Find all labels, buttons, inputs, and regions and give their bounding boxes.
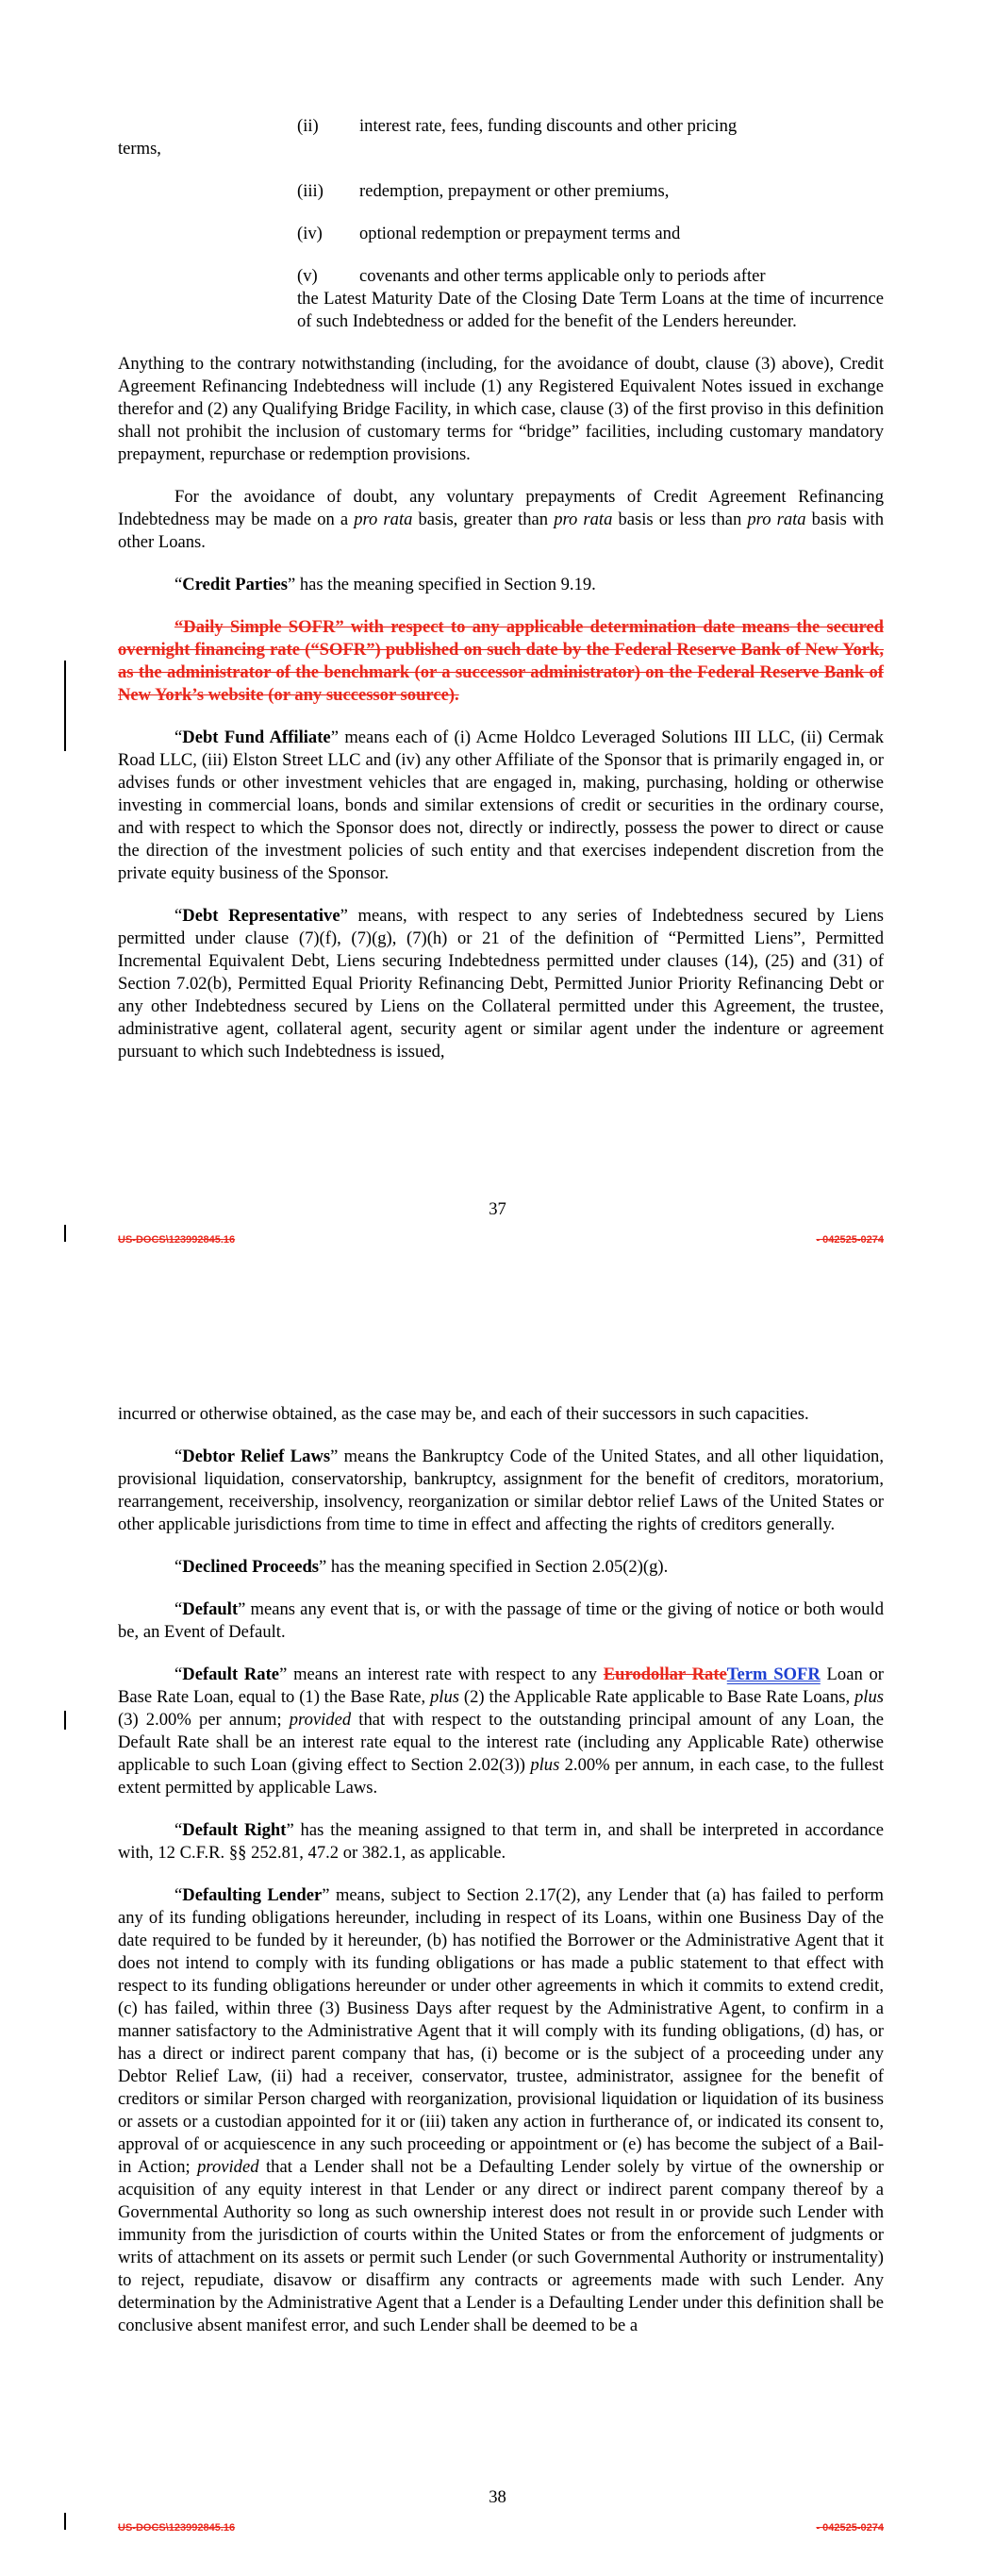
page-number: 38 xyxy=(489,2487,506,2507)
definition-declined-proceeds xyxy=(118,1556,884,1579)
defined-term: Declined Proceeds xyxy=(182,1557,320,1577)
definition-text: ” has the meaning specified in Section 9.19. xyxy=(287,575,596,594)
anything-contrary-paragraph: Anything to the contrary notwithstanding (including, for the avoidance of doubt, clause (3) above), Credit Agreement Refinancing Indebtedness will include (1) any Registered Equivalent Notes issued in exchange therefor and (2) any Qualifying Bridge Facility, in which case, clause (3) of the first proviso in this definition shall not prohibit the inclusion of customary terms for “bridge” facilities, including customary mandatory prepayment, repurchase or redemption provisions. xyxy=(118,354,884,464)
page-38 xyxy=(0,1288,995,2576)
change-bar xyxy=(64,661,66,751)
definition-debtor-relief-laws xyxy=(118,1446,884,1536)
change-bar xyxy=(64,1711,66,1730)
page-37-body xyxy=(118,115,884,1083)
change-bar xyxy=(64,1225,66,1242)
defined-term: Debtor Relief Laws xyxy=(182,1447,331,1466)
italic-run: plus xyxy=(430,1687,459,1707)
clause-v xyxy=(118,265,884,288)
italic-run: plus xyxy=(854,1687,884,1707)
quote: “ xyxy=(174,1664,183,1684)
definition-text: that a Lender shall not be a Defaulting Lender solely by virtue of the ownership or acquisition of any equity interest in that Lender or any direct or indirect parent company thereof by a Governmental Authority so long as such ownership interest does not result in or provide such Lender with immunity from the jurisdiction of courts within the United States or from the enforcement of judgments or writs of attachment on its assets or permit such Lender (or such Governmental Authority or instrumentality) to reject, repudiate, disavow or disaffirm any contracts or agreements made with such Lender. Any determination by the Administrative Agent that a Lender is a Defaulting Lender under this definition shall be conclusive absent manifest error, and such Lender shall be deemed to be a xyxy=(118,2157,884,2335)
definition-text: that with respect to the outstanding principal amount of any Loan, the Default Rate shall be an interest rate equal to the interest rate (including any Applicable Rate) otherwise applicable to such Loan (giving effect to Section 2.02(3)) xyxy=(118,1710,884,1775)
clause-label: (ii) xyxy=(297,116,319,136)
definition-credit-parties xyxy=(118,574,884,596)
italic-run: pro rata xyxy=(554,510,613,529)
definition-default xyxy=(118,1598,884,1644)
defined-term: Debt Representative xyxy=(182,906,340,926)
definition-text: ” has the meaning specified in Section 2.05(2)(g). xyxy=(319,1557,669,1577)
clause-iv xyxy=(118,223,884,245)
inserted-text: Term SOFR xyxy=(726,1664,821,1684)
definition-text: Loan or Base Rate Loan, equal to (1) the Base Rate, xyxy=(118,1664,884,1707)
definition-text: ” means each of (i) Acme Holdco Leveraged Solutions III LLC, (ii) Cermak Road LLC, (iii) Elston Street LLC and (iv) any other Affiliate of the Sponsor that is primarily engaged in, or advises funds or other investment vehicles that are engaged in, making, purchasing, holding or otherwise investing in commercial loans, bonds and similar extensions of credit or securities in the ordinary course, and with respect to which the Sponsor does not, directly or indirectly, possess the power to direct or cause the direction of the investment policies of such entity and that exercises independent discretion from the private equity business of the Sponsor. xyxy=(118,728,884,883)
clause-label: (iii) xyxy=(297,181,323,201)
quote: “ xyxy=(174,906,183,926)
defined-term: Credit Parties xyxy=(182,575,288,594)
defined-term: Default xyxy=(182,1599,239,1619)
clause-text: interest rate, fees, funding discounts and other pricing xyxy=(359,116,738,136)
text-run: For the avoidance of doubt, any voluntary prepayments of Credit Agreement Refinancing Indebtedness may be made on a xyxy=(118,487,884,529)
quote: “ xyxy=(174,575,183,594)
quote: “ xyxy=(174,1820,183,1840)
italic-run: plus xyxy=(530,1755,560,1775)
definition-default-right xyxy=(118,1819,884,1865)
change-bar xyxy=(64,2513,66,2530)
definition-text: (3) 2.00% per annum; xyxy=(118,1710,290,1730)
definition-text: ” has the meaning assigned to that term in, and shall be interpreted in accordance with, 12 C.F.R. §§ 252.81, 47.2 or 382.1, as applicable. xyxy=(118,1820,884,1863)
quote: “ xyxy=(174,728,183,747)
definition-debt-representative xyxy=(118,905,884,1063)
definition-text: ” means the Bankruptcy Code of the United States, and all other liquidation, provisional liquidation, conservatorship, bankruptcy, assignment for the benefit of creditors, moratorium, rearrangement, receivership, insolvency, reorganization or similar debtor relief Laws of the United States or other applicable jurisdictions from time to time in effect and affecting the rights of creditors generally. xyxy=(118,1447,884,1534)
defined-term: Default Right xyxy=(182,1820,287,1840)
clause-v-continuation: the Latest Maturity Date of the Closing Date Term Loans at the time of incurrence of such Indebtedness or added for the benefit of the Lenders hereunder. xyxy=(297,289,884,331)
definition-text: 2.00% per annum, in each case, to the fullest extent permitted by applicable Laws. xyxy=(118,1755,884,1798)
defined-term: Defaulting Lender xyxy=(182,1885,323,1905)
text-run: basis or less than xyxy=(612,510,748,529)
definition-default-rate xyxy=(118,1664,884,1799)
definition-defaulting-lender xyxy=(118,1884,884,2337)
quote: “ xyxy=(174,1885,183,1905)
deleted-text: “Daily Simple SOFR” with respect to any applicable determination date means the secured overnight financing rate (“SOFR”) published on such date by the Federal Reserve Bank of New York, as the administrator of the benchmark (or a successor administrator) on the Federal Reserve Bank of New York’s website (or any successor source). xyxy=(118,617,884,705)
footer-doc-ref: - 042525-0274 xyxy=(816,1234,884,1246)
italic-run: pro rata xyxy=(354,510,413,529)
text-run: basis with other Loans. xyxy=(118,510,884,552)
definition-text: ” means, subject to Section 2.17(2), any Lender that (a) has failed to perform any of its funding obligations hereunder, including in respect of its Loans, within one Business Day of the date required to be funded by it hereunder, (b) has notified the Borrower or the Administrative Agent that it does not intend to comply with its funding obligations or has made a public statement to that effect with respect to its funding obligations hereunder or under other agreements in which it commits to extend credit, (c) has failed, within three (3) Business Days after request by the Administrative Agent, to confirm in a manner satisfactory to the Administrative Agent that it will comply with its funding obligations, (d) has, or has a direct or indirect parent company that has, (i) become or is the subject of a proceeding under any Debtor Relief Law, (ii) had a receiver, conservator, trustee, administrator, assignee for the benefit of creditors or similar Person charged with reorganization, provisional liquidation or liquidation of its business or assets or a custodian appointed for it or (iii) taken any action in furtherance of, or indicated its consent to, approval of or acquiescence in any such proceeding or appointment or (e) has become the subject of a Bail-in Action; xyxy=(118,1885,884,2177)
definition-text: ” means an interest rate with respect to any xyxy=(279,1664,604,1684)
italic-run: pro rata xyxy=(747,510,806,529)
deleted-text: Eurodollar Rate xyxy=(603,1664,727,1684)
clause-text: covenants and other terms applicable only to periods after xyxy=(359,266,766,286)
clause-ii xyxy=(118,115,884,138)
quote: “ xyxy=(174,1599,183,1619)
definition-text: (2) the Applicable Rate applicable to Base Rate Loans, xyxy=(459,1687,854,1707)
definition-debt-fund-affiliate xyxy=(118,727,884,885)
italic-run: provided xyxy=(289,1710,352,1730)
text-run: basis, greater than xyxy=(412,510,555,529)
quote: “ xyxy=(174,1557,183,1577)
continuation-paragraph: incurred or otherwise obtained, as the case may be, and each of their successors in such capacities. xyxy=(118,1404,809,1424)
defined-term: Debt Fund Affiliate xyxy=(182,728,331,747)
defined-term: Default Rate xyxy=(182,1664,280,1684)
deleted-definition-daily-simple-sofr xyxy=(118,616,884,707)
clause-label: (iv) xyxy=(297,224,323,243)
footer-doc-id: US-DOCS\123992845.16 xyxy=(118,2522,236,2534)
footer-doc-id: US-DOCS\123992845.16 xyxy=(118,1234,236,1246)
clause-text: redemption, prepayment or other premiums, xyxy=(359,181,670,201)
page-number: 37 xyxy=(489,1199,506,1219)
avoidance-paragraph xyxy=(118,486,884,554)
definition-text: ” means, with respect to any series of Indebtedness secured by Liens permitted under clause (7)(f), (7)(g), (7)(h) or 21 of the definition of “Permitted Liens”, Permitted Incremental Equivalent Debt, Liens securing Indebtedness permitted under clauses (14), (25) and (31) of Section 7.02(b), Permitted Equal Priority Refinancing Debt, Permitted Junior Priority Refinancing Debt or any other Indebtedness secured by Liens on the Collateral permitted under this Agreement, the trustee, administrative agent, collateral agent, security agent or similar agent under the indenture or agreement pursuant to which such Indebtedness is issued, xyxy=(118,906,884,1062)
clause-iii xyxy=(118,180,884,203)
footer-doc-ref: - 042525-0274 xyxy=(816,2522,884,2534)
italic-run: provided xyxy=(197,2157,259,2177)
clause-text: optional redemption or prepayment terms and xyxy=(359,224,681,243)
definition-text: ” means any event that is, or with the passage of time or the giving of notice or both would be, an Event of Default. xyxy=(118,1599,884,1642)
clause-ii-continuation: terms, xyxy=(118,139,161,159)
clause-label: (v) xyxy=(297,266,318,286)
quote: “ xyxy=(174,1447,183,1466)
page-38-body xyxy=(118,1403,884,2357)
